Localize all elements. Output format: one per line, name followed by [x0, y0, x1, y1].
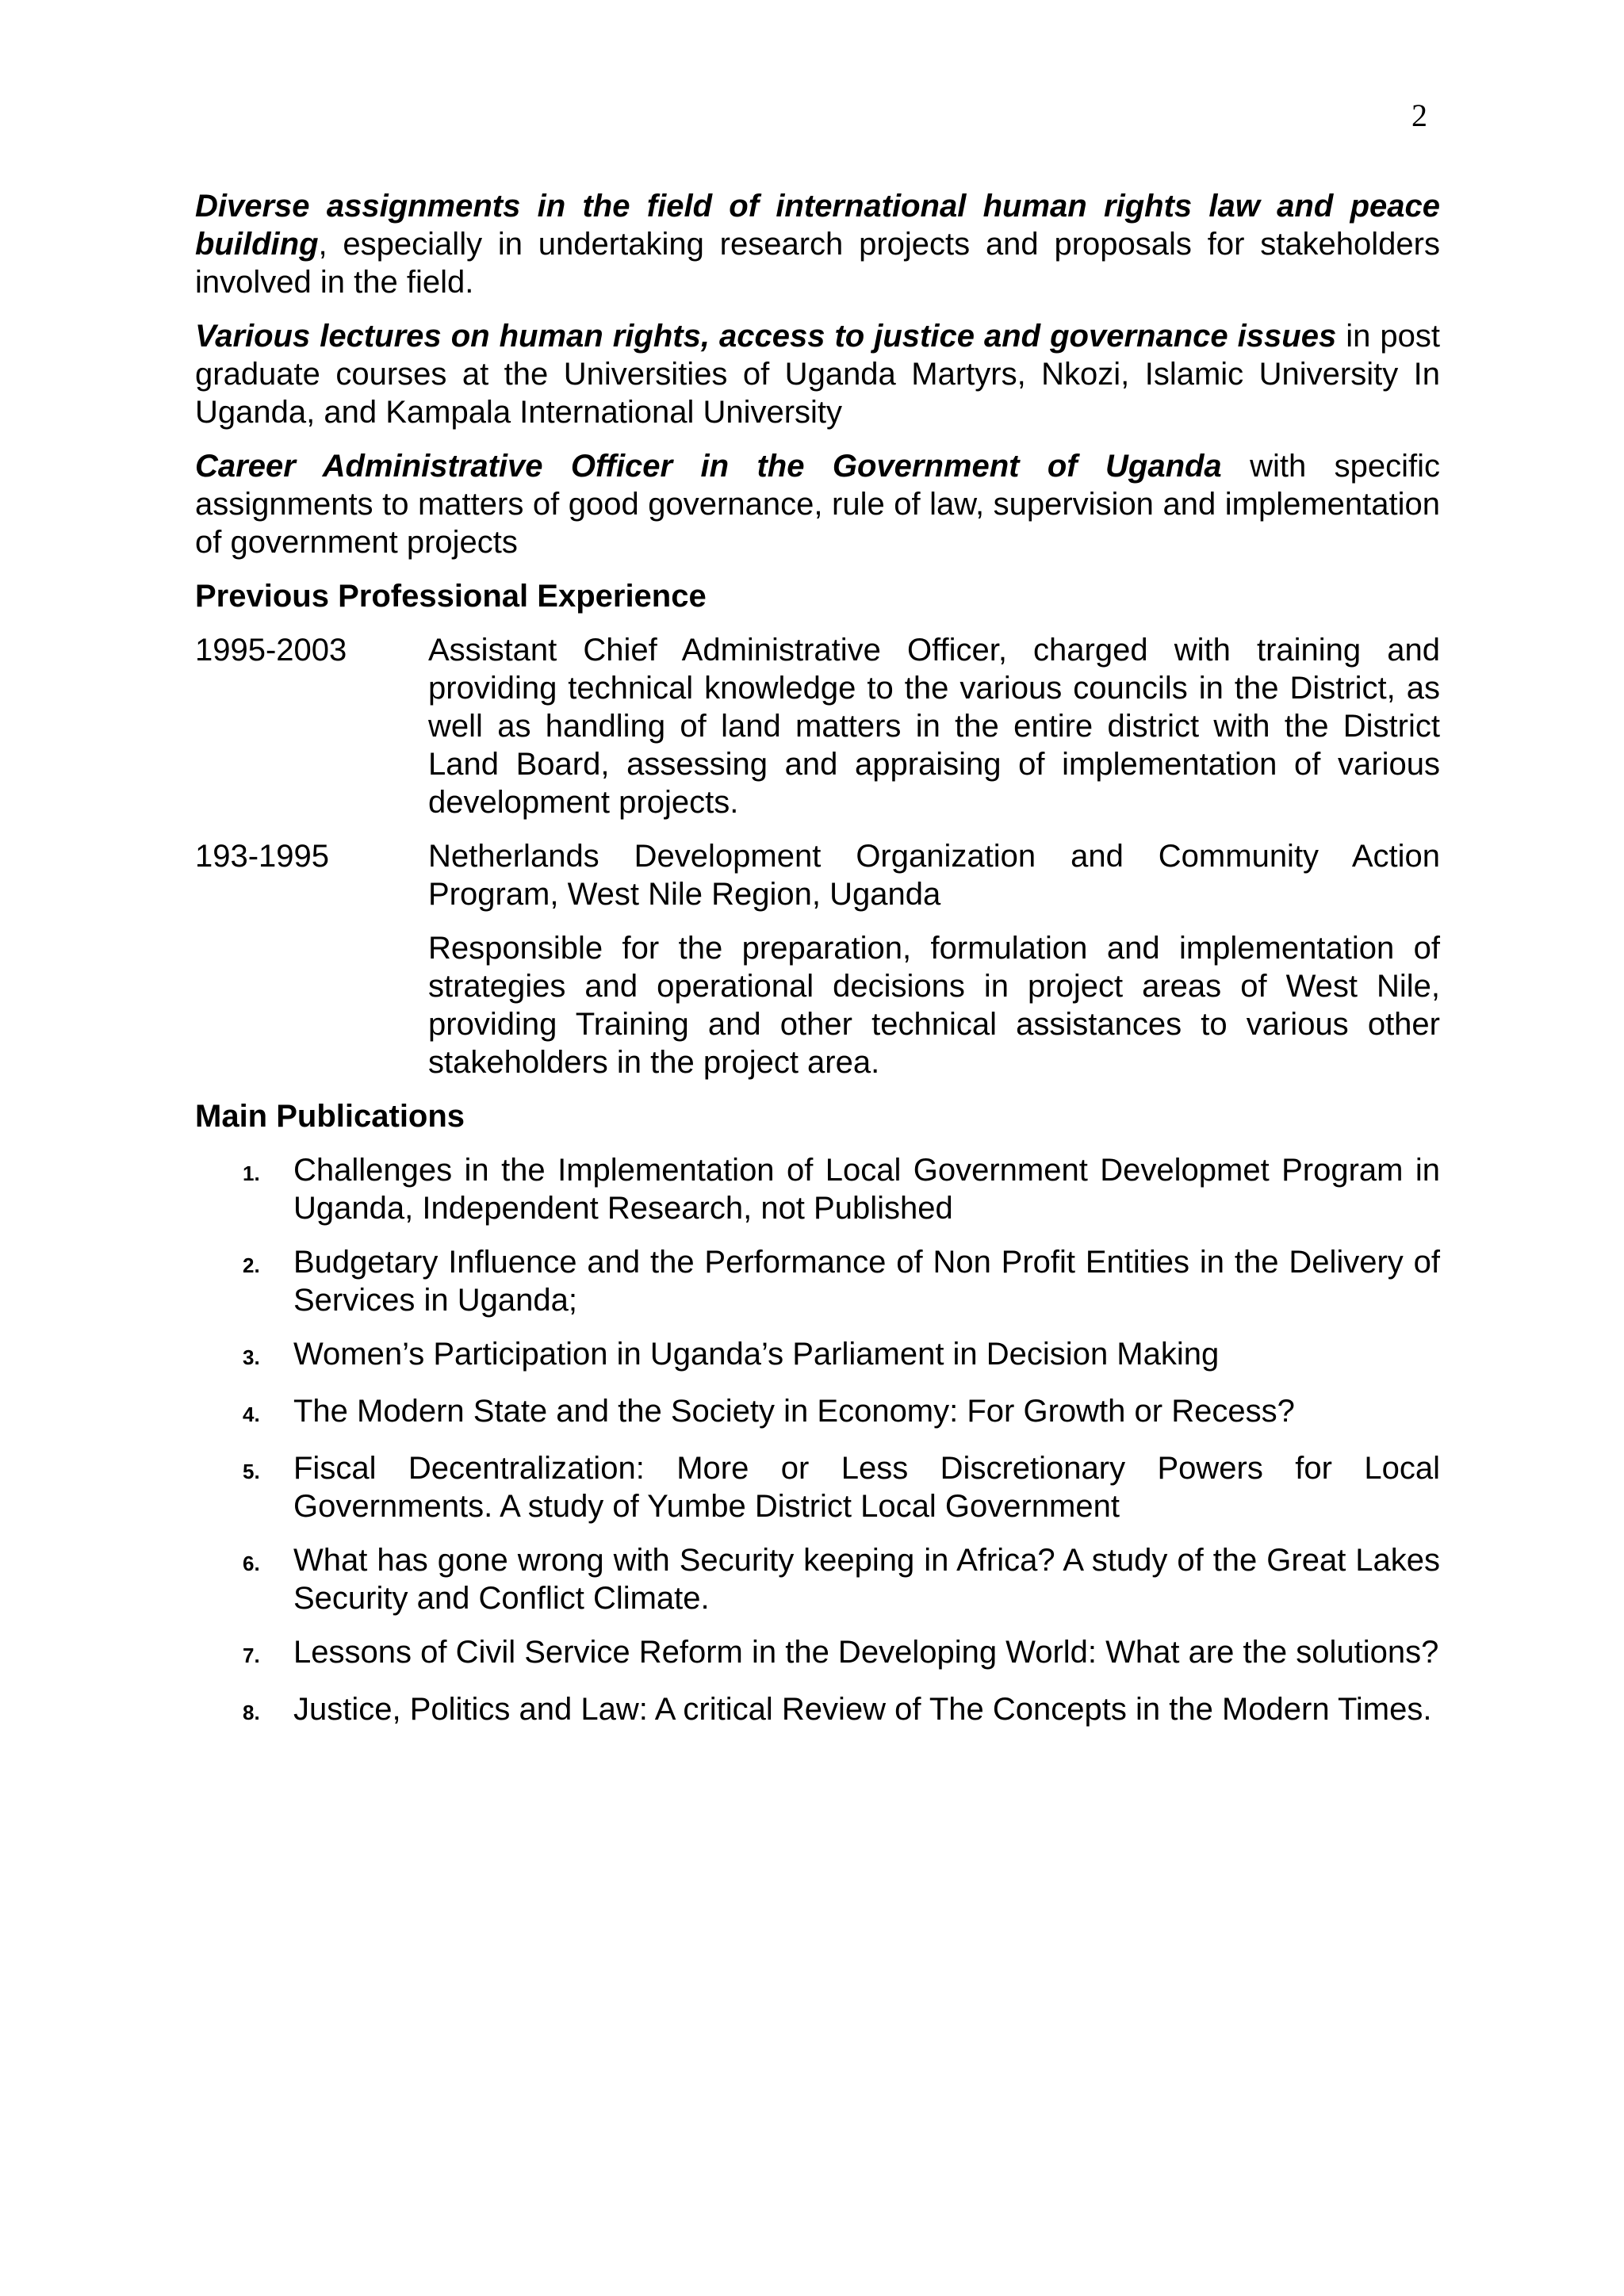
experience-entry [195, 631, 1440, 821]
publication-title: Justice, Politics and Law: A critical Review of The Concepts in the Modern Times. [293, 1692, 1432, 1727]
experience-entry [195, 837, 1440, 913]
publication-number: 1. [243, 1161, 260, 1185]
publication-title: Lessons of Civil Service Reform in the Developing World: What are the solutions? [293, 1635, 1439, 1670]
publications-heading: Main Publications [195, 1099, 465, 1134]
publication-title: What has gone wrong with Security keeping in Africa? A study of the Great Lakes Security and Conflict Climate. [293, 1543, 1440, 1616]
publication-title: Challenges in the Implementation of Local Government Developmet Program in Uganda, Independent Research, not Published [293, 1153, 1440, 1226]
publication-title: Budgetary Influence and the Performance of Non Profit Entities in the Delivery of Services in Uganda; [293, 1245, 1440, 1318]
experience-detail: Responsible for the preparation, formulation and implementation of strategies and operational decisions in project areas of West Nile, providing Training and other technical assistances to various other stakeholders in the project area. [428, 931, 1440, 1080]
paragraph-lead: Various lectures on human rights, access to justice and governance issues [195, 319, 1337, 354]
experience-years: 193-1995 [195, 839, 330, 874]
intro-paragraph [195, 447, 1440, 561]
paragraph-text: , especially in undertaking research projects and proposals for stakeholders involved in the field. [195, 227, 1440, 300]
intro-paragraph [195, 187, 1440, 301]
experience-heading: Previous Professional Experience [195, 579, 707, 614]
publication-number: 4. [243, 1402, 260, 1426]
publication-item [195, 1633, 1440, 1674]
publication-item [195, 1541, 1440, 1617]
publication-item [195, 1449, 1440, 1525]
experience-description: Netherlands Development Organization and Community Action Program, West Nile Region, Uganda [428, 839, 1440, 912]
publication-item [195, 1335, 1440, 1376]
paragraph-lead: Diverse assignments in the field of international human rights law and peace building [195, 189, 1440, 262]
document-body [195, 187, 1440, 1747]
publication-number: 8. [243, 1701, 260, 1724]
publication-item [195, 1690, 1440, 1732]
publication-item [195, 1243, 1440, 1319]
publication-title: Women’s Participation in Uganda’s Parliament in Decision Making [293, 1337, 1220, 1372]
publication-number: 5. [243, 1460, 260, 1483]
paragraph-text: with specific assignments to matters of good governance, rule of law, supervision and implementation of government projects [195, 449, 1440, 560]
publication-number: 3. [243, 1345, 260, 1369]
publication-item [195, 1151, 1440, 1227]
publication-title: The Modern State and the Society in Economy: For Growth or Recess? [293, 1394, 1295, 1429]
experience-years: 1995-2003 [195, 633, 347, 668]
publication-number: 7. [243, 1644, 260, 1667]
paragraph-text: in post graduate courses at the Universities of Uganda Martyrs, Nkozi, Islamic University In Uganda, and Kampala International University [195, 319, 1441, 430]
publication-item [195, 1392, 1440, 1433]
experience-description: Assistant Chief Administrative Officer, charged with training and providing technical knowledge to the various councils in the District, as well as handling of land matters in the entire district with the District Land Board, assessing and appraising of implementation of various development projects. [428, 633, 1440, 820]
paragraph-lead: Career Administrative Officer in the Government of Uganda [195, 449, 1222, 484]
publication-number: 6. [243, 1552, 260, 1575]
page-number: 2 [1411, 98, 1427, 133]
publications-list [195, 1151, 1440, 1732]
intro-paragraph [195, 317, 1440, 431]
publication-number: 2. [243, 1253, 260, 1277]
publication-title: Fiscal Decentralization: More or Less Discretionary Powers for Local Governments. A study of Yumbe District Local Government [293, 1451, 1440, 1524]
